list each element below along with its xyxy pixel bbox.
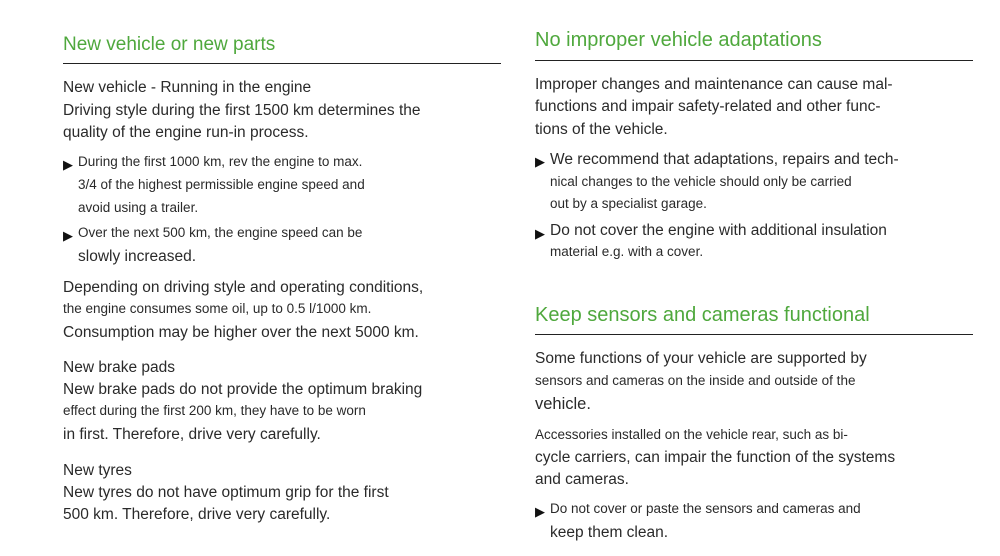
paragraph-line: in first. Therefore, drive very carefully. [63, 426, 321, 443]
subheading-brake-pads: New brake pads [63, 359, 176, 376]
bullet-arrow-icon: ▶ [535, 154, 545, 169]
subheading-new-tyres: New tyres [63, 462, 132, 479]
bullet-line: We recommend that adaptations, repairs and tech- [550, 151, 899, 168]
bullet-line: Do not cover or paste the sensors and cameras and [550, 501, 861, 516]
bullet-line: slowly increased. [78, 248, 197, 265]
paragraph-line: functions and impair safety-related and other func- [535, 98, 881, 115]
section-heading-adaptations: No improper vehicle adaptations [535, 29, 822, 51]
heading-divider [63, 63, 501, 64]
bullet-line: Do not cover the engine with additional insulation [550, 222, 887, 239]
section-heading-sensors: Keep sensors and cameras functional [535, 304, 870, 326]
paragraph-line: sensors and cameras on the inside and outside of the [535, 373, 856, 388]
paragraph-line: New tyres do not have optimum grip for the first [63, 484, 389, 501]
paragraph-line: Depending on driving style and operating conditions, [63, 279, 424, 296]
bullet-line: During the first 1000 km, rev the engine to max. [78, 154, 363, 169]
paragraph-line: the engine consumes some oil, up to 0.5 l/1000 km. [63, 301, 372, 316]
bullet-arrow-icon: ▶ [535, 504, 545, 519]
paragraph-line: quality of the engine run-in process. [63, 124, 309, 141]
paragraph-line: Driving style during the first 1500 km determines the [63, 102, 421, 119]
paragraph-line: cycle carriers, can impair the function of the systems [535, 449, 896, 466]
bullet-arrow-icon: ▶ [535, 226, 545, 241]
paragraph-line: effect during the first 200 km, they have to be worn [63, 403, 366, 418]
paragraph-line: vehicle. [535, 395, 591, 413]
paragraph-line: 500 km. Therefore, drive very carefully. [63, 506, 331, 523]
section-heading-new-vehicle: New vehicle or new parts [63, 34, 276, 55]
paragraph-line: Some functions of your vehicle are supported by [535, 350, 867, 367]
bullet-line: material e.g. with a cover. [550, 244, 704, 259]
bullet-line: 3/4 of the highest permissible engine speed and [78, 177, 365, 192]
bullet-line: keep them clean. [550, 524, 669, 541]
paragraph-line: and cameras. [535, 471, 629, 488]
bullet-arrow-icon: ▶ [63, 157, 73, 172]
bullet-line: Over the next 500 km, the engine speed can be [78, 225, 363, 240]
subheading-running-in: New vehicle - Running in the engine [63, 79, 312, 96]
bullet-arrow-icon: ▶ [63, 228, 73, 243]
paragraph-line: New brake pads do not provide the optimum braking [63, 381, 423, 398]
paragraph-line: tions of the vehicle. [535, 121, 668, 138]
heading-divider [535, 334, 973, 335]
bullet-line: avoid using a trailer. [78, 200, 199, 215]
paragraph-line: Accessories installed on the vehicle rear, such as bi- [535, 427, 848, 442]
bullet-line: nical changes to the vehicle should only be carried [550, 174, 852, 189]
heading-divider [535, 60, 973, 61]
paragraph-line: Consumption may be higher over the next 5000 km. [63, 324, 419, 341]
paragraph-line: Improper changes and maintenance can cause mal- [535, 76, 893, 93]
bullet-line: out by a specialist garage. [550, 196, 707, 211]
